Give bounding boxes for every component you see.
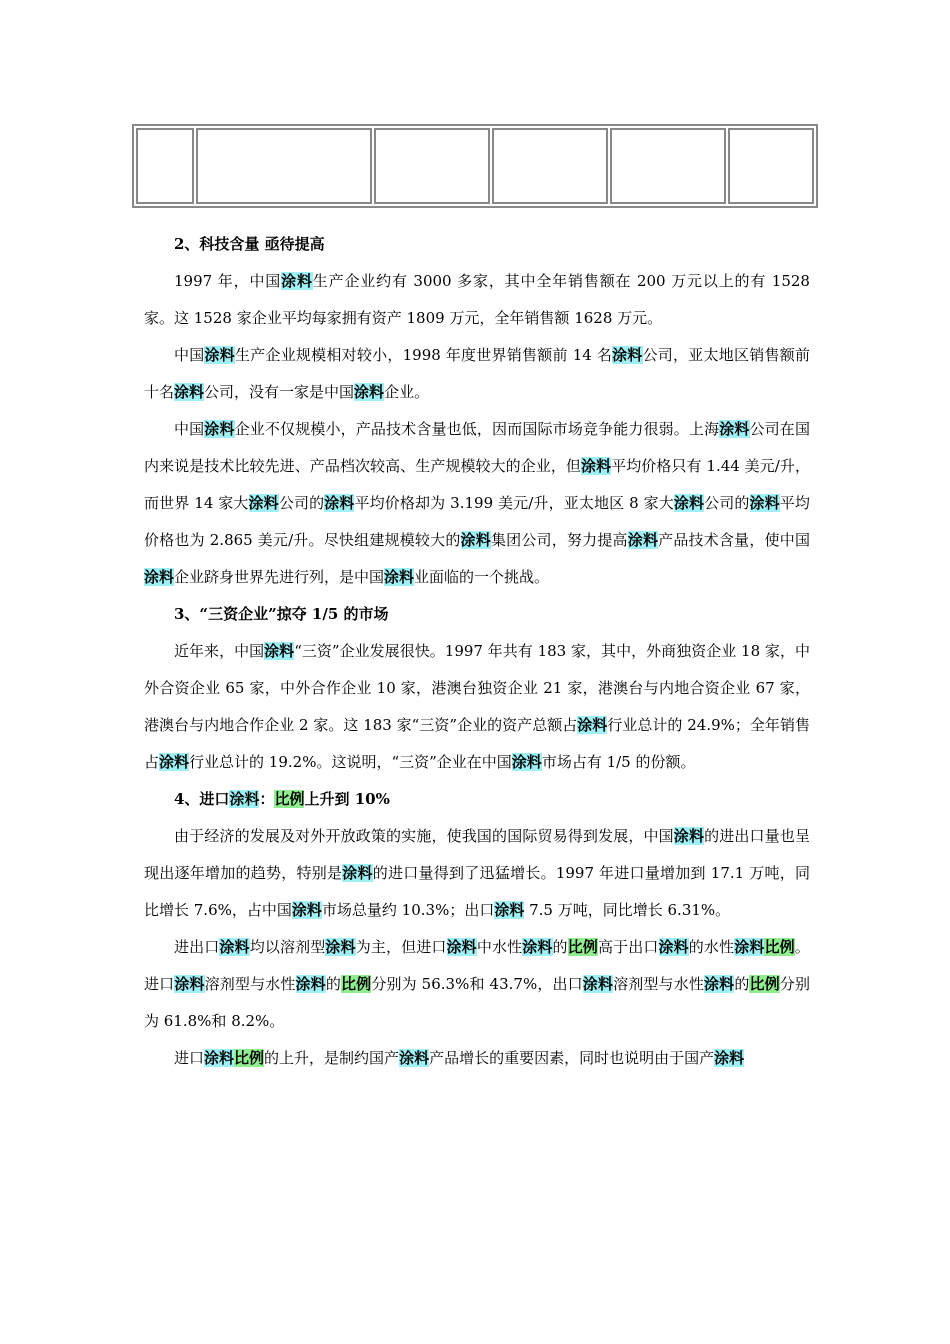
text-run: 生产企业规模相对较小，1998 年度世界销售额前 14 名	[234, 346, 613, 364]
paragraph	[144, 337, 810, 411]
keyword-highlight: 涂料	[174, 383, 205, 401]
text-run: 产品增长的重要因素，同时也说明由于国产	[429, 1049, 715, 1067]
keyword-highlight: 涂料	[295, 975, 326, 993]
text-run: 溶剂型与水性	[613, 975, 705, 993]
keyword-highlight: 涂料	[704, 975, 735, 993]
keyword-highlight: 涂料	[159, 753, 190, 771]
text-run: 的	[734, 975, 750, 993]
keyword-highlight: 涂料	[264, 642, 295, 660]
keyword-highlight: 涂料	[281, 272, 313, 290]
keyword-highlight: 涂料	[204, 1049, 235, 1067]
text-run: 的进出口量也呈现出逐年增加的趋势，特别是	[144, 827, 810, 882]
text-run: 分别为 56.3%和 43.7%，出口	[371, 975, 583, 993]
keyword-highlight-alt: 比例	[274, 790, 305, 808]
text-run: 行业总计的 19.2%。这说明，“三资”企业在中国	[189, 753, 512, 771]
keyword-highlight: 涂料	[734, 938, 765, 956]
text-run: 公司的	[278, 494, 325, 512]
text-run: “三资”企业发展很快。1997 年共有 183 家，其中，外商独资企业 18 家，中外合资企业 65 家，中外合作企业 10 家，港澳台独资企业 21 家，港澳台与内地合资企业 67 家，港澳台与内地合作企业 2 家。这 183 家“三资”企业的资产总额占	[144, 642, 810, 734]
table-cell	[492, 128, 608, 204]
paragraph	[144, 818, 810, 929]
keyword-highlight-alt: 比例	[749, 975, 780, 993]
keyword-highlight: 涂料	[204, 346, 235, 364]
text-run: 7.5 万吨，同比增长 6.31%。	[524, 901, 731, 919]
keyword-highlight: 涂料	[673, 494, 705, 512]
text-run: 业面临的一个挑战。	[414, 568, 550, 586]
text-run: 均以溶剂型	[249, 938, 326, 956]
keyword-highlight-alt: 比例	[234, 1049, 265, 1067]
text-run: 企业跻身世界先进行列，是中国	[174, 568, 385, 586]
keyword-highlight: 涂料	[248, 494, 279, 512]
keyword-highlight: 涂料	[460, 531, 491, 549]
text-run: 为主，但进口	[355, 938, 447, 956]
text-run: 4、进口	[174, 790, 230, 808]
section-heading-4	[144, 781, 810, 818]
keyword-highlight: 涂料	[673, 827, 705, 845]
paragraph	[144, 263, 810, 337]
keyword-highlight-alt: 比例	[764, 938, 795, 956]
text-run: 中国	[174, 420, 205, 438]
text-run: 上升到 10%	[304, 790, 390, 808]
text-run: 生产企业约有 3000 多家，其中全年销售额在 200 万元以上的有 1528 家。这 1528 家企业平均每家拥有资产 1809 万元，全年销售额 1628 万元。	[144, 272, 810, 327]
paragraph	[144, 411, 810, 596]
text-run: 的水性	[688, 938, 735, 956]
keyword-highlight: 涂料	[384, 568, 415, 586]
paragraph	[144, 929, 810, 1040]
text-run: 集团公司，努力提高	[490, 531, 628, 549]
table-grid	[132, 124, 818, 208]
text-run: 市场总量约 10.3%；出口	[321, 901, 495, 919]
text-run: 公司，没有一家是中国	[204, 383, 355, 401]
text-run: ：	[259, 790, 275, 808]
keyword-highlight: 涂料	[354, 383, 385, 401]
text-run: 企业。	[384, 383, 430, 401]
section-heading-3: 3、“三资企业”掠夺 1/5 的市场	[174, 605, 389, 623]
keyword-highlight: 涂料	[229, 790, 260, 808]
text-run: 市场占有 1/5 的份额。	[541, 753, 696, 771]
text-run: 1997 年，中国	[174, 272, 282, 290]
text-run: 产品技术含量，使中国	[658, 531, 810, 549]
keyword-highlight: 涂料	[204, 420, 235, 438]
text-run: 平均价格却为 3.199 美元/升，亚太地区 8 家大	[354, 494, 674, 512]
keyword-highlight: 涂料	[291, 901, 322, 919]
table-cell	[728, 128, 814, 204]
text-run: 高于出口	[597, 938, 659, 956]
text-run: 公司，亚太地区销售额前十名	[144, 346, 810, 401]
text-run: 由于经济的发展及对外开放政策的实施，使我国的国际贸易得到发展，中国	[174, 827, 674, 845]
text-run: 的	[552, 938, 568, 956]
keyword-highlight: 涂料	[577, 716, 608, 734]
text-run: 进口	[174, 1049, 205, 1067]
table-cell	[374, 128, 490, 204]
keyword-highlight: 涂料	[714, 1049, 745, 1067]
text-run: 企业不仅规模小，产品技术含量也低，因而国际市场竞争能力很弱。上海	[234, 420, 720, 438]
keyword-highlight: 涂料	[511, 753, 542, 771]
text-run: 分别为 61.8%和 8.2%。	[144, 975, 810, 1030]
keyword-highlight: 涂料	[325, 938, 356, 956]
paragraph	[144, 633, 810, 781]
text-run: 溶剂型与水性	[204, 975, 296, 993]
keyword-highlight: 涂料	[494, 901, 525, 919]
keyword-highlight: 涂料	[582, 975, 614, 993]
article-body	[144, 226, 810, 1077]
text-run: 进出口	[174, 938, 220, 956]
text-run: 。进口	[144, 938, 810, 993]
empty-table	[132, 124, 818, 208]
text-run: 中水性	[476, 938, 523, 956]
keyword-highlight: 涂料	[658, 938, 689, 956]
keyword-highlight: 涂料	[399, 1049, 430, 1067]
text-run: 公司的	[704, 494, 750, 512]
keyword-highlight: 涂料	[174, 975, 205, 993]
table-row	[136, 128, 814, 204]
text-run: 行业总计的 24.9%；全年销售占	[144, 716, 810, 771]
text-run: 公司在国内来说是技术比较先进、产品档次较高、生产规模较大的企业，但	[144, 420, 810, 475]
text-run: 中国	[174, 346, 205, 364]
keyword-highlight: 涂料	[719, 420, 750, 438]
keyword-highlight: 涂料	[581, 457, 612, 475]
text-run: 的	[325, 975, 341, 993]
keyword-highlight-alt: 比例	[341, 975, 372, 993]
text-run: 的进口量得到了迅猛增长。1997 年进口量增加到 17.1 万吨，同比增长 7.6%，占中国	[144, 864, 810, 919]
table-cell	[610, 128, 726, 204]
table-cell	[196, 128, 372, 204]
text-run: 的上升，是制约国产	[264, 1049, 400, 1067]
keyword-highlight: 涂料	[522, 938, 553, 956]
keyword-highlight: 涂料	[627, 531, 659, 549]
keyword-highlight: 涂料	[342, 864, 373, 882]
text-run: 平均价格只有 1.44 美元/升，而世界 14 家大	[144, 457, 810, 512]
keyword-highlight: 涂料	[446, 938, 477, 956]
section-heading-2: 2、科技含量 亟待提高	[174, 235, 325, 253]
keyword-highlight: 涂料	[749, 494, 780, 512]
keyword-highlight: 涂料	[219, 938, 250, 956]
text-run: 近年来，中国	[174, 642, 265, 660]
text-run: 平均价格也为 2.865 美元/升。尽快组建规模较大的	[144, 494, 810, 549]
paragraph	[144, 1040, 810, 1077]
keyword-highlight-alt: 比例	[567, 938, 598, 956]
keyword-highlight: 涂料	[324, 494, 355, 512]
keyword-highlight: 涂料	[612, 346, 643, 364]
table-cell	[136, 128, 194, 204]
keyword-highlight: 涂料	[144, 568, 175, 586]
